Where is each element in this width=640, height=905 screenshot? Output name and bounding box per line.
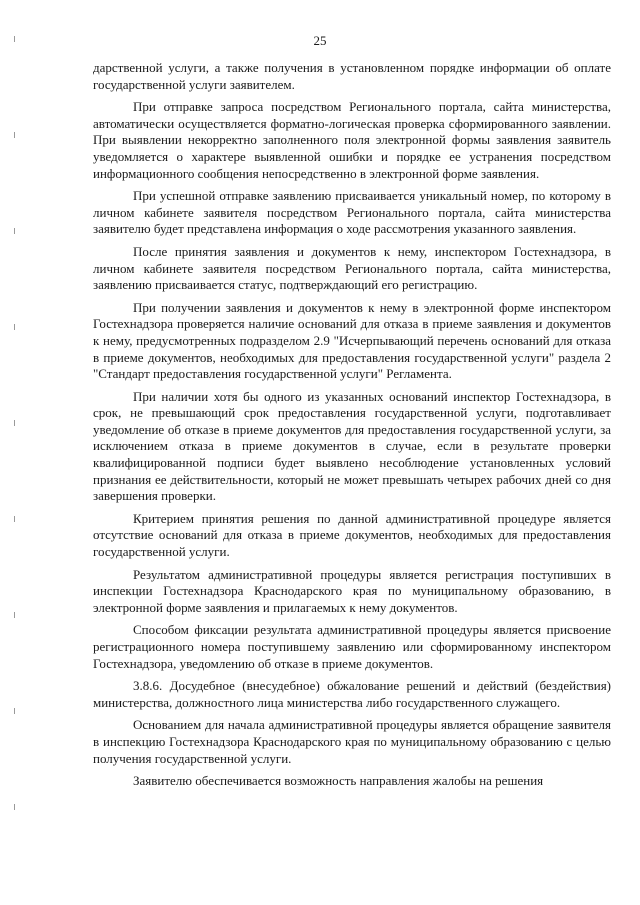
body-text bbox=[93, 60, 611, 790]
section-heading-paragraph: 3.8.6. Досудебное (внесудебное) обжалование решений и действий (бездействия) министерства, должностного лица министерства либо государственного служащего. bbox=[93, 678, 611, 710]
scan-margin-mark bbox=[14, 324, 15, 330]
page-number: 25 bbox=[313, 33, 327, 48]
scan-margin-mark bbox=[14, 804, 15, 810]
paragraph: При получении заявления и документов к нему в электронной форме инспектором Гостехнадзора проверяется наличие оснований для отказа в приеме заявления и документов к нему, предусмотренных подразделом 2.9 "Исчерпывающий перечень оснований для отказа в приеме документов, необходимых для предоставления государственной услуги" раздела 2 "Стандарт предоставления государственной услуги" Регламента. bbox=[93, 299, 611, 382]
scan-margin-mark bbox=[14, 132, 15, 138]
paragraph: Критерием принятия решения по данной административной процедуре является отсутствие оснований для отказа в приеме документов, необходимых для предоставления государственной услуги. bbox=[93, 510, 611, 560]
scan-margin-mark bbox=[14, 420, 15, 426]
scan-margin-mark bbox=[14, 612, 15, 618]
paragraph: При успешной отправке заявлению присваивается уникальный номер, по которому в личном кабинете заявителя посредством Регионального портала, сайта министерства заявителю будет представлена информация о ходе рассмотрения указанного заявления. bbox=[93, 188, 611, 237]
paragraph: дарственной услуги, а также получения в установленном порядке информации об оплате государственной услуги заявителем. bbox=[93, 60, 611, 92]
paragraph: При наличии хотя бы одного из указанных оснований инспектор Гостехнадзора, в срок, не превышающий срок предоставления государственной услуги, подготавливает уведомление об отказе в приеме документов для предоставления государственной услуги, за исключением отказа в приеме документов в случае, если в результате проверки квалифицированной подписи будет выявлено несоблюдение установленных условий признания ее действительности, который не может превышать четырех рабочих дней со дня завершения проверки. bbox=[93, 388, 611, 504]
paragraph: При отправке запроса посредством Регионального портала, сайта министерства, автоматически осуществляется форматно-логическая проверка сформированного заявлении. При выявлении некорректно заполненного поля электронной формы заявления заявитель уведомляется о характере выявленной ошибки и порядке ее устранения посредством информационного сообщения непосредственно в электронной форме заявления. bbox=[93, 99, 611, 181]
scan-margin-mark bbox=[14, 516, 15, 522]
paragraph: Способом фиксации результата административной процедуры является присвоение регистрационного номера поступившему заявлению или сформированному инспектором Гостехнадзора, уведомлению об отказе в приеме документов. bbox=[93, 622, 611, 671]
paragraph: Основанием для начала административной процедуры является обращение заявителя в инспекцию Гостехнадзора Краснодарского края по муниципальному образованию с целью получения государственной услуги. bbox=[93, 717, 611, 766]
paragraph: После принятия заявления и документов к нему, инспектором Гостехнадзора, в личном кабинете заявителя посредством Регионального портала, сайта министерства, заявлению присваивается статус, подтверждающий его регистрацию. bbox=[93, 243, 611, 293]
paragraph: Результатом административной процедуры является регистрация поступивших в инспекции Гостехнадзора Краснодарского края по муниципальному образованию, в электронной форме заявления и прилагаемых к нему документов. bbox=[93, 566, 611, 615]
scan-margin-mark bbox=[14, 708, 15, 714]
paragraph: Заявителю обеспечивается возможность направления жалобы на решения bbox=[133, 773, 544, 789]
scan-margin-mark bbox=[14, 228, 15, 234]
